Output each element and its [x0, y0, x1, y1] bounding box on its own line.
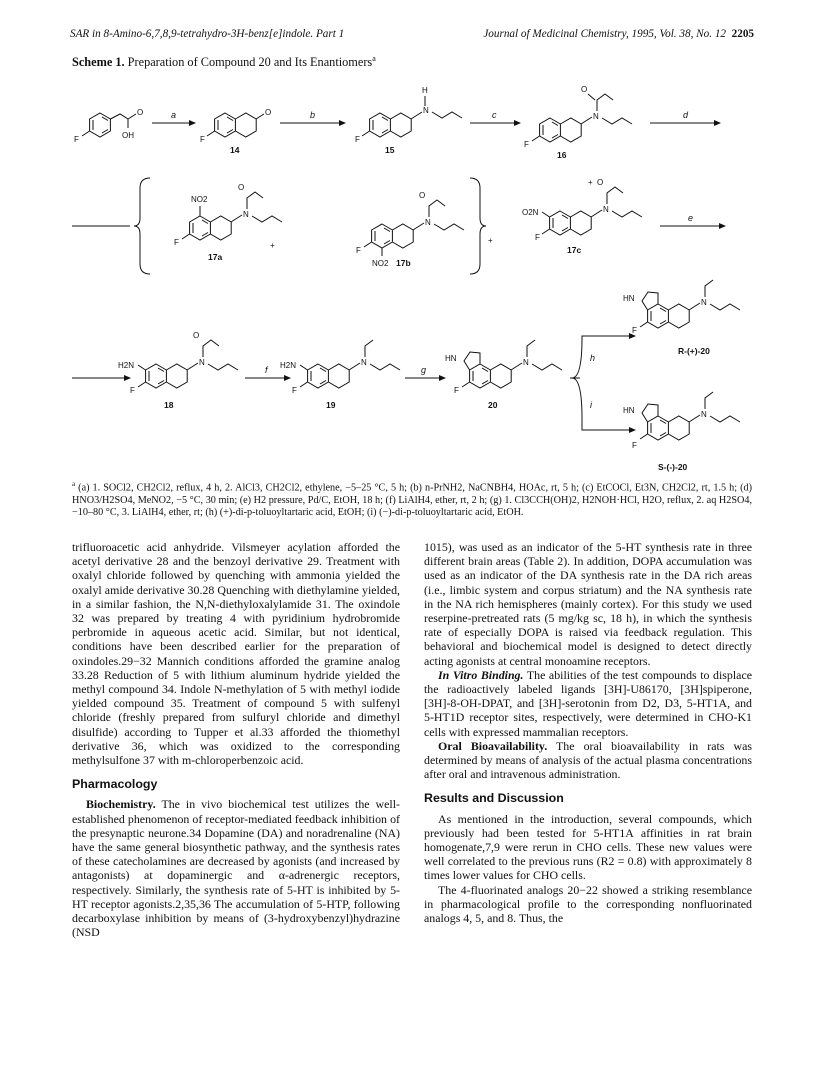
compound-label-14: 14 — [230, 145, 240, 155]
compound-19-structure — [280, 340, 400, 410]
compound-s-20-structure — [623, 392, 740, 472]
atom-label-n: N — [701, 298, 707, 307]
runin-heading: In Vitro Binding. — [438, 667, 524, 682]
compound-label-17a: 17a — [208, 252, 223, 262]
plus-sign: + — [488, 236, 493, 245]
atom-label-f: F — [355, 135, 360, 144]
reagent-i: i — [590, 400, 592, 410]
reagent-a: a — [171, 110, 177, 120]
atom-label-h2n: H2N — [118, 361, 135, 370]
compound-18-structure — [118, 331, 238, 410]
reagent-b: b — [310, 110, 316, 120]
compound-label-16: 16 — [557, 150, 567, 160]
atom-label-n: N — [593, 112, 599, 121]
scheme-caption: Preparation of Compound 20 and Its Enantiomers — [127, 55, 373, 70]
reagent-d: d — [683, 110, 689, 120]
atom-label-o2n: O2N — [522, 208, 539, 217]
compound-label-15: 15 — [385, 145, 395, 155]
runin-heading: Oral Bioavailability. — [438, 738, 548, 753]
atom-label-f: F — [200, 135, 205, 144]
reagent-g: g — [421, 365, 427, 375]
paragraph: 1015), was used as an indicator of the 5-HT synthesis rate in three different brain areas (Table 2). In addition, DOPA accumulation was used as an indicator of the DA synthesis rate in the DA rich areas (i.e., limbic system and corpus striatum) and the NA synthesis rate in the NA rich hemispheres (mainly cortex). For this study we used reserpine-pretreated rats (5 mg/kg sc, 18 h), in which the synthesis rate of especially DOPA is raised via feedback regulation. This behavioral and biochemical model is designed to detect directly acting agonists at central monoamine receptors. — [424, 540, 752, 668]
atom-label-n: N — [423, 106, 429, 115]
paragraph: The 4-fluorinated analogs 20−22 showed a striking resemblance in pharmacological profile to the corresponding nonfluorinated analogs 4, 5, and 8. Thus, the — [424, 882, 752, 926]
atom-label-f: F — [74, 135, 79, 144]
running-head-journal — [483, 28, 754, 40]
footnote-text: (a) 1. SOCl2, CH2Cl2, reflux, 4 h, 2. AlCl3, CH2Cl2, ethylene, −5–25 °C, 5 h; (b) n-PrNH2, NaCNBH4, HOAc, rt, 5 h; (c) EtCOCl, Et3N, CH2Cl2, rt, 1.5 h; (d) HNO3/H2SO4, MeNO2, −5 °C, 30 min; (e) H2 pressure, Pd/C, EtOH, 18 h; (f) LiAlH4, ether, rt, 2 h; (g) 1. Cl3CCH(OH)2, H2NOH·HCl, H2O, reflux, 2. aq H2SO4, −10–80 °C, 3. LiAlH4, ether, rt; (h) (+)-di-p-toluoyltartaric acid, EtOH; (i) (−)-di-p-toluoyltartaric acid, EtOH. — [72, 482, 752, 519]
atom-label-n: N — [199, 358, 205, 367]
compound-17a-structure — [174, 183, 282, 262]
section-heading-pharmacology: Pharmacology — [72, 777, 158, 792]
compound-17b-structure — [356, 191, 464, 268]
compound-r-20-structure — [623, 280, 740, 356]
compound-20-structure — [445, 340, 562, 410]
atom-label-f: F — [632, 441, 637, 450]
runin-heading: Biochemistry. — [86, 797, 156, 812]
atom-label-hn: HN — [623, 294, 635, 303]
plus-sign: + — [270, 241, 275, 250]
atom-label-h: H — [422, 86, 428, 95]
paragraph — [424, 739, 752, 782]
compound-17c-structure — [522, 178, 642, 255]
atom-label-oh: OH — [122, 131, 134, 140]
atom-label-hn: HN — [445, 354, 457, 363]
reaction-scheme-drawing — [60, 78, 760, 478]
atom-label-o: O — [597, 178, 604, 187]
scheme-number: Scheme 1. — [72, 55, 125, 70]
atom-label-no2: NO2 — [372, 259, 389, 268]
atom-label-o: O — [193, 331, 200, 340]
atom-label-o: O — [137, 108, 144, 117]
compound-label-r-20: R-(+)-20 — [678, 346, 710, 356]
atom-label-f: F — [535, 233, 540, 242]
compound-label-17c: 17c — [567, 245, 582, 255]
start-material-structure — [74, 108, 143, 144]
reagent-f: f — [265, 365, 268, 375]
atom-label-o: O — [238, 183, 245, 192]
paragraph-text: The in vivo biochemical test utilizes the well-established phenomenon of receptor-mediated feedback inhibition of the presynaptic neurone.34 Dopamine (DA) and noradrenaline (NA) have the same general biosynthetic pathway, and the synthesis rates of these catecholamines are decreased by agonists (and increased by antagonists) at dopaminergic and α-adrenergic receptors, respectively. Similarly, the synthesis rate of 5-HT is inhibited by 5-HT receptor agonists.2,35,36 The accumulation of 5-HTP, following decarboxylase inhibition by means of (3-hydroxybenzyl)hydrazine (NSD — [72, 797, 400, 940]
journal-citation: Journal of Medicinal Chemistry, 1995, Vol. 38, No. 12 — [483, 28, 727, 40]
atom-label-f: F — [632, 326, 637, 335]
page-number: 2205 — [731, 28, 754, 40]
compound-16-structure — [524, 85, 632, 160]
scheme-title — [72, 54, 376, 70]
atom-label-hn: HN — [623, 406, 635, 415]
scheme-footnote-mark: a — [372, 54, 376, 63]
right-column — [424, 540, 752, 925]
atom-label-f: F — [524, 140, 529, 149]
atom-label-o: O — [581, 85, 588, 94]
reaction-scheme — [60, 78, 760, 478]
plus-sign: + — [588, 178, 593, 187]
compound-14-structure — [200, 108, 271, 155]
paragraph-text: The oral bioavailability in rats was determined by means of analysis of the actual plasma concentrations after oral and intravenous administration. — [424, 738, 753, 782]
atom-label-n: N — [243, 210, 249, 219]
atom-label-n: N — [425, 218, 431, 227]
atom-label-f: F — [356, 246, 361, 255]
atom-label-n: N — [701, 410, 707, 419]
paragraph: As mentioned in the introduction, several compounds, which previously had been tested for 5-HT1A affinities in rat brain homogenate,7,9 were rerun in CHO cells. These new values were well correlated to the previous runs (R2 = 0.8) with approximately 8 times lower values for CHO cells. — [424, 811, 752, 883]
compound-label-s-20: S-(-)-20 — [658, 462, 688, 472]
atom-label-n: N — [361, 358, 367, 367]
paragraph — [72, 797, 400, 939]
footnote-mark: a — [72, 480, 76, 488]
section-heading-results: Results and Discussion — [424, 791, 564, 806]
running-head-title: SAR in 8-Amino-6,7,8,9-tetrahydro-3H-benz[e]indole. Part 1 — [70, 28, 345, 40]
reagent-e: e — [688, 213, 694, 223]
atom-label-o: O — [265, 108, 272, 117]
atom-label-f: F — [292, 386, 297, 395]
atom-label-f: F — [174, 238, 179, 247]
atom-label-n: N — [603, 205, 609, 214]
atom-label-f: F — [454, 386, 459, 395]
atom-label-n: N — [523, 358, 529, 367]
compound-label-19: 19 — [326, 400, 336, 410]
compound-15-structure — [355, 86, 462, 155]
paragraph: trifluoroacetic acid anhydride. Vilsmeyer acylation afforded the acetyl derivative 28 and the benzoyl derivative 29. Treatment with oxalyl chloride followed by quenching with ammonia yielded the oxalyl amide derivative 30.28 Quenching with diethylamine yielded, in a similar fashion, the N,N-diethyloxalylamide 31. The oxindole 32 was prepared by treating 4 with pyridinium hydrobromide perbromide in aqueous acetic acid. Similar, but not identical, conditions have been described earlier for the preparation of oxindoles.29−32 Mannich conditions afforded the gramine analog 33.28 Reduction of 5 with lithium aluminum hydride yielded the methyl compound 34. Indole N-methylation of 5 with methyl iodide yielded compound 35. Treatment of compound 5 with sulfenyl chloride (freshly prepared from sulfuryl chloride and dimethyl disulfide) according to Tupper et al.33 afforded the thiomethyl derivative 36, which was oxidized to the corresponding methylsulfone 37 with m-chloroperbenzoic acid. — [72, 540, 400, 768]
compound-label-18: 18 — [164, 400, 174, 410]
reagent-c: c — [492, 110, 497, 120]
paragraph-text: The abilities of the test compounds to displace the radioactively labeled ligands [3H]-U86170, [3H]spiperone, [3H]-8-OH-DPAT, and [3H]-serotonin from D2, D3, 5-HT1A, and 5-HT1D receptor sites, respectively, were determined in CHO-K1 cells with expressed mammalian receptors. — [424, 667, 752, 739]
atom-label-no2: NO2 — [191, 195, 208, 204]
compound-label-17b: 17b — [396, 258, 411, 268]
reagent-h: h — [590, 353, 596, 363]
paragraph — [424, 668, 752, 739]
atom-label-h2n: H2N — [280, 361, 297, 370]
atom-label-o: O — [419, 191, 426, 200]
scheme-footnote — [72, 478, 752, 520]
compound-label-20: 20 — [488, 400, 498, 410]
left-column — [72, 540, 400, 939]
atom-label-f: F — [130, 386, 135, 395]
